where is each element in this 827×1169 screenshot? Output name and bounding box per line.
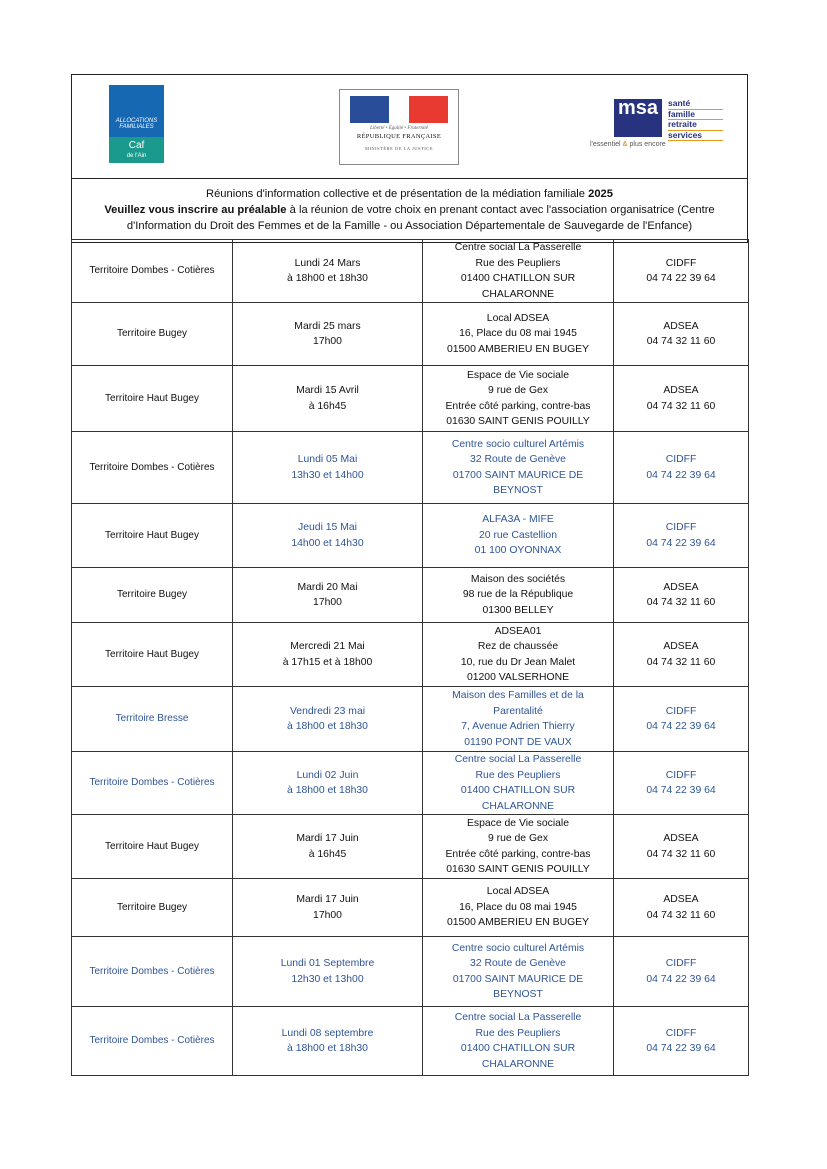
territory-cell: Territoire Bugey <box>72 568 233 623</box>
organizer-cell: ADSEA 04 74 32 11 60 <box>614 568 749 623</box>
organizer-cell: ADSEA 04 74 32 11 60 <box>614 879 749 937</box>
organizer-cell: ADSEA 04 74 32 11 60 <box>614 815 749 879</box>
territory-cell: Territoire Haut Bugey <box>72 815 233 879</box>
date-cell: Vendredi 23 mai à 18h00 et 18h30 <box>233 687 423 752</box>
table-row <box>72 1007 749 1076</box>
territory-cell: Territoire Haut Bugey <box>72 623 233 687</box>
place-cell: Centre socio culturel Artémis 32 Route de Genève 01700 SAINT MAURICE DE BEYNOST <box>423 937 614 1007</box>
organizer-cell: CIDFF 04 74 22 39 64 <box>614 432 749 504</box>
territory-cell: Territoire Dombes - Cotières <box>72 1007 233 1076</box>
date-cell: Mardi 25 mars 17h00 <box>233 303 423 366</box>
place-cell: Centre social La Passerelle Rue des Peupliers 01400 CHATILLON SUR CHALARONNE <box>423 240 614 303</box>
meetings-table <box>71 239 749 1076</box>
organizer-cell: ADSEA 04 74 32 11 60 <box>614 366 749 432</box>
date-cell: Mardi 15 Avril à 16h45 <box>233 366 423 432</box>
table-row <box>72 432 749 504</box>
logo-bar <box>72 75 747 179</box>
organizer-cell: CIDFF 04 74 22 39 64 <box>614 504 749 568</box>
date-cell: Lundi 24 Mars à 18h00 et 18h30 <box>233 240 423 303</box>
place-cell: Centre social La Passerelle Rue des Peupliers 01400 CHATILLON SUR CHALARONNE <box>423 752 614 815</box>
republique-francaise-logo: Liberté • Égalité • Fraternité RÉPUBLIQUE FRANÇAISE MINISTÈRE DE LA JUSTICE <box>339 89 459 165</box>
place-cell: Local ADSEA 16, Place du 08 mai 1945 01500 AMBERIEU EN BUGEY <box>423 303 614 366</box>
organizer-cell: CIDFF 04 74 22 39 64 <box>614 240 749 303</box>
organizer-cell: CIDFF 04 74 22 39 64 <box>614 1007 749 1076</box>
place-cell: Maison des sociétés 98 rue de la République 01300 BELLEY <box>423 568 614 623</box>
organizer-cell: CIDFF 04 74 22 39 64 <box>614 752 749 815</box>
place-cell: Espace de Vie sociale 9 rue de Gex Entrée côté parking, contre-bas 01630 SAINT GENIS POUILLY <box>423 815 614 879</box>
intro-text: Réunions d'information collective et de présentation de la médiation familiale 2025 Veuillez vous inscrire au préalable à la réunion de votre choix en prenant contact avec l'association organisatrice (Centre d'Information du Droit des Femmes et de la Famille - ou Association Départementale de Sauvegarde de l'Enfance) <box>104 188 715 232</box>
caf-logo: ALLOCATIONS FAMILIALES Caf de l'Ain <box>109 85 164 163</box>
date-cell: Lundi 08 septembre à 18h00 et 18h30 <box>233 1007 423 1076</box>
table-row <box>72 879 749 937</box>
organizer-cell: ADSEA 04 74 32 11 60 <box>614 623 749 687</box>
table-row <box>72 504 749 568</box>
marianne-flag-icon <box>350 96 448 123</box>
date-cell: Mardi 17 Juin 17h00 <box>233 879 423 937</box>
organizer-cell: CIDFF 04 74 22 39 64 <box>614 687 749 752</box>
territory-cell: Territoire Bugey <box>72 879 233 937</box>
territory-cell: Territoire Dombes - Cotières <box>72 240 233 303</box>
date-cell: Lundi 05 Mai 13h30 et 14h00 <box>233 432 423 504</box>
table-row <box>72 366 749 432</box>
caf-sub: de l'Ain <box>126 153 147 159</box>
territory-cell: Territoire Bugey <box>72 303 233 366</box>
date-cell: Mercredi 21 Mai à 17h15 et à 18h00 <box>233 623 423 687</box>
date-cell: Mardi 17 Juin à 16h45 <box>233 815 423 879</box>
territory-cell: Territoire Haut Bugey <box>72 504 233 568</box>
table-row <box>72 687 749 752</box>
date-cell: Lundi 01 Septembre 12h30 et 13h00 <box>233 937 423 1007</box>
table-row <box>72 937 749 1007</box>
table-row <box>72 240 749 303</box>
header-frame <box>71 74 748 243</box>
date-cell: Lundi 02 Juin à 18h00 et 18h30 <box>233 752 423 815</box>
table-row <box>72 815 749 879</box>
place-cell: Maison des Familles et de la Parentalité 7, Avenue Adrien Thierry 01190 PONT DE VAUX <box>423 687 614 752</box>
territory-cell: Territoire Haut Bugey <box>72 366 233 432</box>
place-cell: Local ADSEA 16, Place du 08 mai 1945 01500 AMBERIEU EN BUGEY <box>423 879 614 937</box>
table-row <box>72 568 749 623</box>
date-cell: Jeudi 15 Mai 14h00 et 14h30 <box>233 504 423 568</box>
place-cell: Espace de Vie sociale 9 rue de Gex Entrée côté parking, contre-bas 01630 SAINT GENIS POUILLY <box>423 366 614 432</box>
place-cell: Centre socio culturel Artémis 32 Route de Genève 01700 SAINT MAURICE DE BEYNOST <box>423 432 614 504</box>
msa-logo: msa santé famille retraite services l'essentiel & plus encore <box>590 99 730 151</box>
territory-cell: Territoire Bresse <box>72 687 233 752</box>
organizer-cell: CIDFF 04 74 22 39 64 <box>614 937 749 1007</box>
territory-cell: Territoire Dombes - Cotières <box>72 432 233 504</box>
organizer-cell: ADSEA 04 74 32 11 60 <box>614 303 749 366</box>
place-cell: ALFA3A - MIFE 20 rue Castellion 01 100 OYONNAX <box>423 504 614 568</box>
territory-cell: Territoire Dombes - Cotières <box>72 937 233 1007</box>
table-row <box>72 752 749 815</box>
territory-cell: Territoire Dombes - Cotières <box>72 752 233 815</box>
caf-name: Caf <box>128 140 145 151</box>
table-row <box>72 623 749 687</box>
place-cell: Centre social La Passerelle Rue des Peupliers 01400 CHATILLON SUR CHALARONNE <box>423 1007 614 1076</box>
date-cell: Mardi 20 Mai 17h00 <box>233 568 423 623</box>
table-row <box>72 303 749 366</box>
place-cell: ADSEA01 Rez de chaussée 10, rue du Dr Jean Malet 01200 VALSERHONE <box>423 623 614 687</box>
